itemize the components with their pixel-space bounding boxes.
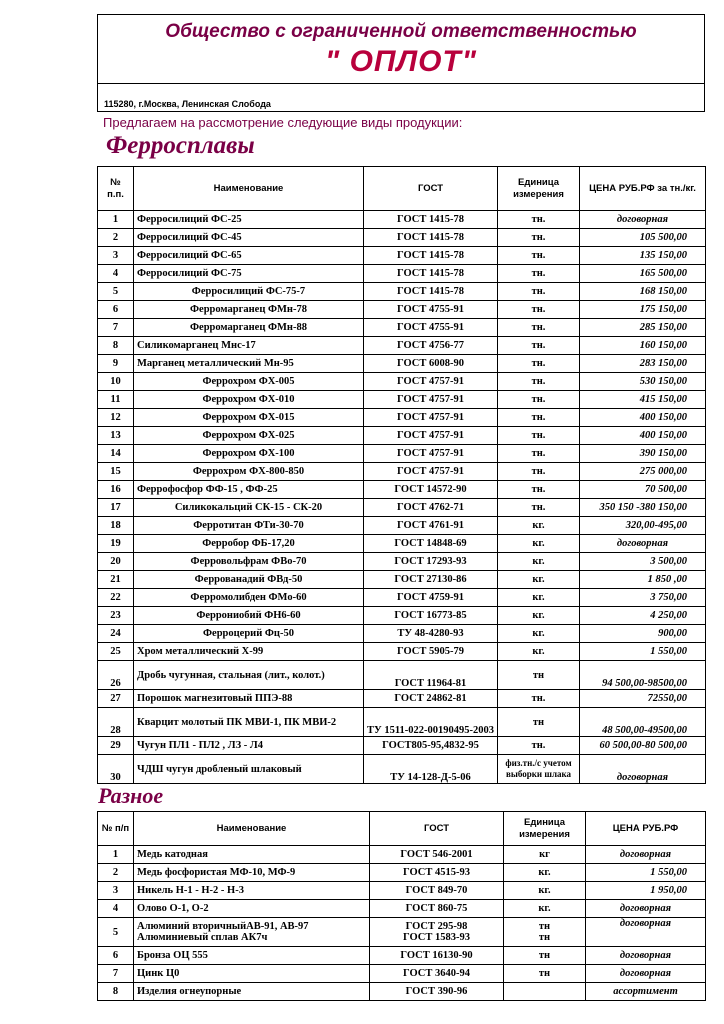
gost-line: ГОСТ 295-98 bbox=[405, 921, 468, 932]
header-name: Наименование bbox=[134, 167, 364, 211]
gost-value: ГОСТ 5905-79 bbox=[364, 643, 498, 661]
product-name: Чугун ПЛ1 - ПЛ2 , ЛЗ - Л4 bbox=[134, 737, 364, 755]
table-row bbox=[98, 481, 706, 499]
table-row bbox=[98, 283, 706, 301]
row-number: 12 bbox=[98, 409, 134, 427]
unit-value: тн. bbox=[498, 265, 580, 283]
row-number: 19 bbox=[98, 535, 134, 553]
table-row bbox=[98, 607, 706, 625]
row-number: 22 bbox=[98, 589, 134, 607]
row-number: 18 bbox=[98, 517, 134, 535]
table-row bbox=[98, 571, 706, 589]
unit-value: тн. bbox=[498, 211, 580, 229]
header-gost: ГОСТ bbox=[364, 167, 498, 211]
table-row bbox=[98, 301, 706, 319]
misc-title: Разное bbox=[98, 783, 164, 808]
product-name: Феррофосфор ФФ-15 , ФФ-25 bbox=[134, 481, 364, 499]
price-value: 530 150,00 bbox=[580, 373, 706, 391]
unit-value: кг bbox=[504, 846, 586, 864]
gost-value: ГОСТ 4756-77 bbox=[364, 337, 498, 355]
price-value: 283 150,00 bbox=[580, 355, 706, 373]
row-number: 9 bbox=[98, 355, 134, 373]
table-row bbox=[98, 517, 706, 535]
gost-value: ГОСТ 4762-71 bbox=[364, 499, 498, 517]
header-price: ЦЕНА РУБ.РФ bbox=[586, 812, 706, 846]
unit-value: тн. bbox=[498, 337, 580, 355]
gost-value: ГОСТ 546-2001 bbox=[370, 846, 504, 864]
table-row bbox=[98, 265, 706, 283]
unit-value: кг. bbox=[498, 607, 580, 625]
product-name: Ферромолибден ФМо-60 bbox=[134, 589, 364, 607]
unit-value: тн. bbox=[498, 247, 580, 265]
gost-value: ГОСТ 4757-91 bbox=[364, 373, 498, 391]
product-name: Феррохром ФХ-025 bbox=[134, 427, 364, 445]
unit-line: тн bbox=[538, 921, 551, 932]
price-value: 1 550,00 bbox=[586, 864, 706, 882]
gost-value: ГОСТ 6008-90 bbox=[364, 355, 498, 373]
table-row bbox=[98, 211, 706, 229]
price-value: 285 150,00 bbox=[580, 319, 706, 337]
table-row bbox=[98, 589, 706, 607]
product-name: Кварцит молотый ПК МВИ-1, ПК МВИ-2 bbox=[134, 708, 364, 737]
unit-value: тн. bbox=[498, 229, 580, 247]
product-name: Никель Н-1 - Н-2 - Н-3 bbox=[134, 882, 370, 900]
header-price: ЦЕНА РУБ.РФ за тн./кг. bbox=[580, 167, 706, 211]
product-name: Цинк Ц0 bbox=[134, 965, 370, 983]
unit-value: тн. bbox=[498, 283, 580, 301]
product-name: Ферросилиций ФС-65 bbox=[134, 247, 364, 265]
table-row bbox=[98, 427, 706, 445]
gost-value: ГОСТ 4515-93 bbox=[370, 864, 504, 882]
product-name: Ферросилиций ФС-25 bbox=[134, 211, 364, 229]
product-name: Ферробор ФБ-17,20 bbox=[134, 535, 364, 553]
gost-value: ГОСТ 1415-78 bbox=[364, 265, 498, 283]
price-value: 1 550,00 bbox=[580, 643, 706, 661]
header-gost: ГОСТ bbox=[370, 812, 504, 846]
gost-value: ГОСТ 16130-90 bbox=[370, 947, 504, 965]
gost-value: ТУ 48-4280-93 bbox=[364, 625, 498, 643]
row-number: 1 bbox=[98, 846, 134, 864]
unit-value: тн. bbox=[498, 481, 580, 499]
table-row bbox=[98, 947, 706, 965]
table-row bbox=[98, 708, 706, 737]
gost-value: ГОСТ 849-70 bbox=[370, 882, 504, 900]
gost-value: ГОСТ 16773-85 bbox=[364, 607, 498, 625]
price-value: 3 500,00 bbox=[580, 553, 706, 571]
gost-value: ГОСТ 24862-81 bbox=[364, 690, 498, 708]
row-number: 7 bbox=[98, 965, 134, 983]
table-row bbox=[98, 661, 706, 690]
row-number: 20 bbox=[98, 553, 134, 571]
product-name: Изделия огнеупорные bbox=[134, 983, 370, 1001]
unit-value: тн bbox=[504, 947, 586, 965]
gost-value: ГОСТ805-95,4832-95 bbox=[364, 737, 498, 755]
price-value: 900,00 bbox=[580, 625, 706, 643]
unit-value: тн. bbox=[498, 499, 580, 517]
unit-value: тн. bbox=[498, 737, 580, 755]
row-number: 1 bbox=[98, 211, 134, 229]
company-brand: " ОПЛОТ" bbox=[325, 45, 477, 78]
price-value: 60 500,00-80 500,00 bbox=[580, 737, 706, 755]
table-row bbox=[98, 983, 706, 1001]
price-value: договорная bbox=[580, 755, 706, 784]
unit-value: кг. bbox=[498, 517, 580, 535]
misc-table bbox=[97, 811, 706, 1001]
unit-value: тн. bbox=[498, 391, 580, 409]
header-num: № п.п. bbox=[98, 167, 134, 211]
table-row bbox=[98, 391, 706, 409]
row-number: 4 bbox=[98, 265, 134, 283]
gost-value bbox=[370, 918, 504, 947]
unit-value: тн bbox=[498, 661, 580, 690]
table-row bbox=[98, 846, 706, 864]
gost-value: ГОСТ 4755-91 bbox=[364, 319, 498, 337]
product-name: Ферросилиций ФС-75 bbox=[134, 265, 364, 283]
product-name: Ферромарганец ФМн-78 bbox=[134, 301, 364, 319]
row-number: 6 bbox=[98, 947, 134, 965]
gost-value: ГОСТ 3640-94 bbox=[370, 965, 504, 983]
product-name: Ферромарганец ФМн-88 bbox=[134, 319, 364, 337]
table-row bbox=[98, 918, 706, 947]
product-name: Ферротитан ФТи-30-70 bbox=[134, 517, 364, 535]
row-number: 21 bbox=[98, 571, 134, 589]
product-name: Феррониобий ФН6-60 bbox=[134, 607, 364, 625]
gost-value: ГОСТ 14848-69 bbox=[364, 535, 498, 553]
row-number: 5 bbox=[98, 918, 134, 947]
product-name: Медь катодная bbox=[134, 846, 370, 864]
unit-value: тн. bbox=[498, 301, 580, 319]
company-name: Общество с ограниченной ответственностью bbox=[165, 21, 637, 42]
table-row bbox=[98, 535, 706, 553]
gost-value: ТУ 1511-022-00190495-2003 bbox=[364, 708, 498, 737]
gost-value: ГОСТ 27130-86 bbox=[364, 571, 498, 589]
gost-value: ГОСТ 1415-78 bbox=[364, 229, 498, 247]
unit-value: кг. bbox=[498, 589, 580, 607]
product-name: Бронза ОЦ 555 bbox=[134, 947, 370, 965]
product-name: Феррохром ФХ-005 bbox=[134, 373, 364, 391]
unit-value: тн. bbox=[498, 319, 580, 337]
row-number: 14 bbox=[98, 445, 134, 463]
unit-value: кг. bbox=[504, 864, 586, 882]
price-value: 175 150,00 bbox=[580, 301, 706, 319]
product-name-line: Алюминий вторичныйАВ-91, АВ-97 bbox=[137, 921, 309, 932]
company-header bbox=[97, 14, 705, 112]
unit-value: тн. bbox=[498, 409, 580, 427]
gost-value: ГОСТ 4757-91 bbox=[364, 463, 498, 481]
gost-value: ТУ 14-128-Д-5-06 bbox=[364, 755, 498, 784]
row-number: 16 bbox=[98, 481, 134, 499]
gost-value: ГОСТ 1415-78 bbox=[364, 247, 498, 265]
ferroalloys-table bbox=[97, 166, 706, 784]
header-unit: Единица измерения bbox=[504, 812, 586, 846]
price-value: 135 150,00 bbox=[580, 247, 706, 265]
ferroalloys-title: Ферросплавы bbox=[106, 132, 255, 159]
gost-value: ГОСТ 4759-91 bbox=[364, 589, 498, 607]
gost-value: ГОСТ 17293-93 bbox=[364, 553, 498, 571]
unit-value bbox=[504, 918, 586, 947]
price-value: 415 150,00 bbox=[580, 391, 706, 409]
price-value: 1 850 ,00 bbox=[580, 571, 706, 589]
price-value: 94 500,00-98500,00 bbox=[580, 661, 706, 690]
product-name: ЧДШ чугун дробленый шлаковый bbox=[134, 755, 364, 784]
table-row bbox=[98, 900, 706, 918]
header-name: Наименование bbox=[134, 812, 370, 846]
price-value: 1 950,00 bbox=[586, 882, 706, 900]
gost-value: ГОСТ 4757-91 bbox=[364, 409, 498, 427]
row-number: 24 bbox=[98, 625, 134, 643]
product-name bbox=[134, 918, 370, 947]
table-row bbox=[98, 337, 706, 355]
unit-value: тн. bbox=[498, 373, 580, 391]
table-row bbox=[98, 355, 706, 373]
price-value: 320,00-495,00 bbox=[580, 517, 706, 535]
product-name: Силикокальций СК-15 - СК-20 bbox=[134, 499, 364, 517]
row-number: 4 bbox=[98, 900, 134, 918]
intro-text: Предлагаем на рассмотрение следующие виды продукции: bbox=[103, 115, 463, 130]
price-value: 390 150,00 bbox=[580, 445, 706, 463]
row-number: 27 bbox=[98, 690, 134, 708]
product-name: Ферроцерий Фц-50 bbox=[134, 625, 364, 643]
table-row bbox=[98, 247, 706, 265]
row-number: 30 bbox=[98, 755, 134, 784]
table-row bbox=[98, 445, 706, 463]
unit-value: тн. bbox=[498, 355, 580, 373]
price-value: договорная bbox=[586, 965, 706, 983]
row-number: 29 bbox=[98, 737, 134, 755]
product-name: Феррохром ФХ-010 bbox=[134, 391, 364, 409]
price-value: договорная bbox=[586, 918, 706, 947]
row-number: 17 bbox=[98, 499, 134, 517]
row-number: 8 bbox=[98, 337, 134, 355]
table-row bbox=[98, 965, 706, 983]
product-name: Феррохром ФХ-015 bbox=[134, 409, 364, 427]
company-address: 115280, г.Москва, Ленинская Слобода bbox=[104, 99, 271, 109]
row-number: 11 bbox=[98, 391, 134, 409]
unit-value: кг. bbox=[504, 882, 586, 900]
product-name: Дробь чугунная, стальная (лит., колот.) bbox=[134, 661, 364, 690]
row-number: 7 bbox=[98, 319, 134, 337]
unit-value: тн. bbox=[498, 690, 580, 708]
table-row bbox=[98, 882, 706, 900]
row-number: 3 bbox=[98, 247, 134, 265]
row-number: 25 bbox=[98, 643, 134, 661]
unit-value bbox=[504, 983, 586, 1001]
table-row bbox=[98, 755, 706, 784]
table-row bbox=[98, 409, 706, 427]
price-value: 275 000,00 bbox=[580, 463, 706, 481]
unit-value: кг. bbox=[504, 900, 586, 918]
row-number: 15 bbox=[98, 463, 134, 481]
table-row bbox=[98, 499, 706, 517]
product-name: Феррованадий ФВд-50 bbox=[134, 571, 364, 589]
price-value: 160 150,00 bbox=[580, 337, 706, 355]
product-name: Олово О-1, О-2 bbox=[134, 900, 370, 918]
price-value: 350 150 -380 150,00 bbox=[580, 499, 706, 517]
unit-value: физ.тн./с учетом выборки шлака bbox=[498, 755, 580, 784]
row-number: 2 bbox=[98, 229, 134, 247]
gost-value: ГОСТ 11964-81 bbox=[364, 661, 498, 690]
table-row bbox=[98, 463, 706, 481]
price-value: договорная bbox=[586, 846, 706, 864]
table-row bbox=[98, 625, 706, 643]
header-num: № п/п bbox=[98, 812, 134, 846]
price-value: 70 500,00 bbox=[580, 481, 706, 499]
gost-value: ГОСТ 390-96 bbox=[370, 983, 504, 1001]
unit-value: тн bbox=[498, 708, 580, 737]
row-number: 3 bbox=[98, 882, 134, 900]
table-row bbox=[98, 864, 706, 882]
product-name: Ферросилиций ФС-45 bbox=[134, 229, 364, 247]
gost-value: ГОСТ 1415-78 bbox=[364, 283, 498, 301]
price-value: 165 500,00 bbox=[580, 265, 706, 283]
product-name-line: Алюминиевый сплав АК7ч bbox=[137, 932, 268, 943]
product-name: Феррохром ФХ-100 bbox=[134, 445, 364, 463]
gost-value: ГОСТ 14572-90 bbox=[364, 481, 498, 499]
gost-value: ГОСТ 4761-91 bbox=[364, 517, 498, 535]
product-name: Феррохром ФХ-800-850 bbox=[134, 463, 364, 481]
table-row bbox=[98, 643, 706, 661]
unit-value: кг. bbox=[498, 625, 580, 643]
row-number: 13 bbox=[98, 427, 134, 445]
table-row bbox=[98, 690, 706, 708]
header-divider bbox=[98, 83, 704, 84]
product-name: Порошок магнезитовый ППЭ-88 bbox=[134, 690, 364, 708]
row-number: 10 bbox=[98, 373, 134, 391]
table-row bbox=[98, 229, 706, 247]
row-number: 23 bbox=[98, 607, 134, 625]
unit-value: кг. bbox=[498, 535, 580, 553]
table-row bbox=[98, 553, 706, 571]
table-row bbox=[98, 737, 706, 755]
price-value: ассортимент bbox=[586, 983, 706, 1001]
unit-line: тн bbox=[538, 932, 551, 943]
price-value: 400 150,00 bbox=[580, 427, 706, 445]
gost-value: ГОСТ 4755-91 bbox=[364, 301, 498, 319]
unit-value: тн. bbox=[498, 427, 580, 445]
gost-value: ГОСТ 4757-91 bbox=[364, 391, 498, 409]
table-row bbox=[98, 373, 706, 391]
gost-value: ГОСТ 860-75 bbox=[370, 900, 504, 918]
product-name: Марганец металлический Мн-95 bbox=[134, 355, 364, 373]
product-name: Ферросилиций ФС-75-7 bbox=[134, 283, 364, 301]
header-unit: Единица измерения bbox=[498, 167, 580, 211]
product-name: Медь фосфористая МФ-10, МФ-9 bbox=[134, 864, 370, 882]
price-value: договорная bbox=[580, 535, 706, 553]
row-number: 5 bbox=[98, 283, 134, 301]
gost-value: ГОСТ 4757-91 bbox=[364, 427, 498, 445]
price-value: 168 150,00 bbox=[580, 283, 706, 301]
price-value: 400 150,00 bbox=[580, 409, 706, 427]
product-name: Хром металлический Х-99 bbox=[134, 643, 364, 661]
unit-value: кг. bbox=[498, 643, 580, 661]
gost-line: ГОСТ 1583-93 bbox=[403, 932, 470, 943]
price-value: 3 750,00 bbox=[580, 589, 706, 607]
row-number: 26 bbox=[98, 661, 134, 690]
gost-value: ГОСТ 4757-91 bbox=[364, 445, 498, 463]
row-number: 8 bbox=[98, 983, 134, 1001]
price-value: 4 250,00 bbox=[580, 607, 706, 625]
table-row bbox=[98, 319, 706, 337]
unit-value: тн. bbox=[498, 445, 580, 463]
gost-value: ГОСТ 1415-78 bbox=[364, 211, 498, 229]
price-value: 72550,00 bbox=[580, 690, 706, 708]
unit-value: тн bbox=[504, 965, 586, 983]
price-value: договорная bbox=[586, 947, 706, 965]
unit-value: тн. bbox=[498, 463, 580, 481]
unit-value: кг. bbox=[498, 553, 580, 571]
price-value: договорная bbox=[580, 211, 706, 229]
price-value: договорная bbox=[586, 900, 706, 918]
product-name: Ферровольфрам ФВо-70 bbox=[134, 553, 364, 571]
row-number: 28 bbox=[98, 708, 134, 737]
price-value: 105 500,00 bbox=[580, 229, 706, 247]
unit-value: кг. bbox=[498, 571, 580, 589]
row-number: 6 bbox=[98, 301, 134, 319]
product-name: Силикомарганец Мнс-17 bbox=[134, 337, 364, 355]
price-value: 48 500,00-49500,00 bbox=[580, 708, 706, 737]
row-number: 2 bbox=[98, 864, 134, 882]
